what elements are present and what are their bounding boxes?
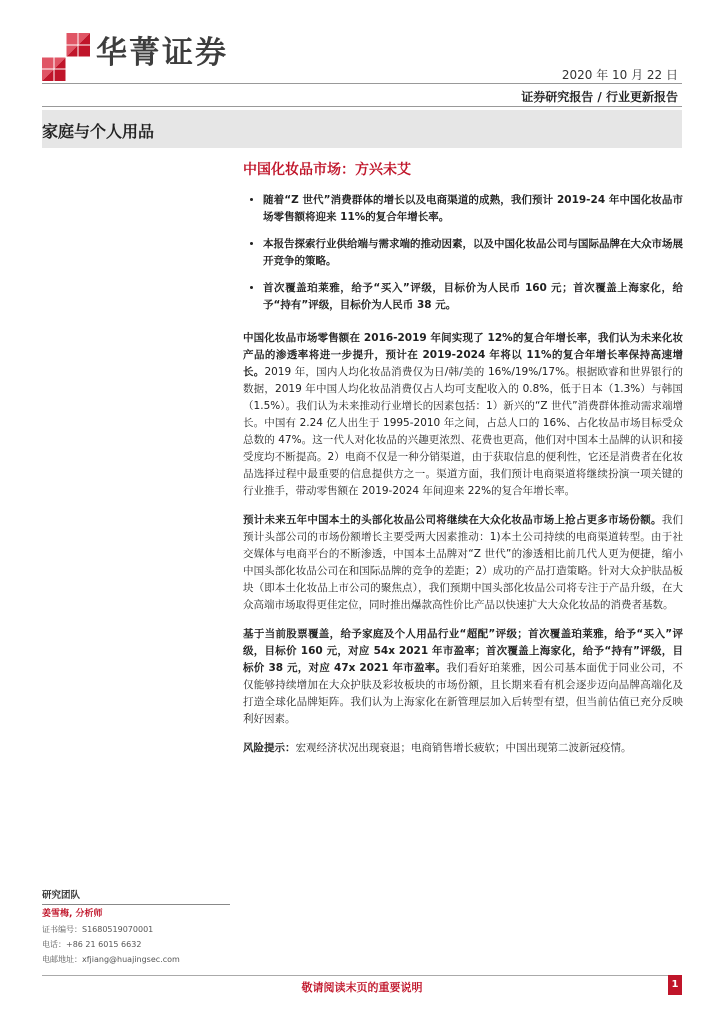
report-date: 2020 年 10 月 22 日 [561,68,678,82]
paragraph-market [243,330,683,500]
risk-label: 风险提示： [243,742,296,754]
key-point: • 随着“Z 世代”消费群体的增长以及电商渠道的成熟，我们预计 2019-24 年中国化妆品市场零售额将迎来 11%的复合年增长率。 [263,192,683,226]
analyst-cert: 证书编号：S1680519070001 [42,925,154,934]
team-divider [42,904,230,905]
sector-banner [42,110,682,148]
footer-divider [42,975,682,976]
paragraph-rating [243,626,683,728]
paragraph-share [243,512,683,614]
header-divider [42,83,682,84]
paragraph-lead: 基于当前股票覆盖，给予家庭及个人用品行业“超配”评级；首次覆盖珀莱雅，给予“买入”评级，目标价 160 元，对应 54x 2021 年市盈率；首次覆盖上海家化，给予“持有”评级，目标价 38 元，对应 47x 2021 年市盈率。 [243,628,683,674]
key-point: • 本报告探索行业供给端与需求端的推动因素，以及中国化妆品公司与国际品牌在大众市场展开竞争的策略。 [263,236,683,270]
paragraph-text: 我们看好珀莱雅，因公司基本面优于同业公司，不仅能够持续增加在大众护肤及彩妆板块的市场份额，且长期来看有机会逐步迈向品牌高端化及打造全球化品牌矩阵。我们认为上海家化在新管理层加入后转型有望，但当前估值已充分反映利好因素。 [243,662,684,725]
risk-warning [243,740,683,757]
report-title: 中国化妆品市场：方兴未艾 [243,162,411,178]
paragraph-lead: 中国化妆品市场零售额在 2016-2019 年间实现了 12%的复合年增长率，我们认为未来化妆产品的渗透率将进一步提升，预计在 2019-2024 年将以 11%的复合年增长率保持高速增长。 [243,332,683,378]
brand-logo-icon [42,33,90,81]
sector-title: 家庭与个人用品 [42,122,155,141]
paragraph-lead: 预计未来五年中国本土的头部化妆品公司将继续在大众化妆品市场上抢占更多市场份额。 [243,514,662,526]
team-label: 研究团队 [42,890,81,901]
key-point: • 首次覆盖珀莱雅，给予“买入”评级，目标价为人民币 160 元；首次覆盖上海家化，给予“持有”评级，目标价为人民币 38 元。 [263,280,683,314]
research-team [42,888,230,967]
key-points-list [243,192,683,314]
analyst-name: 姜雪梅, 分析师 [42,909,103,919]
paragraph-text: 我们预计头部公司的市场份额增长主要受两大因素推动：1)本土公司持续的电商渠道转型。由于社交媒体与电商平台的不断渗透，中国本土品牌对“Z 世代”的渗透相比前几代人更为便捷，缩小中国头部化妆品公司在和国际品牌的竞争的差距；2）成功的产品打造策略。针对大众护肤品板块（即本土化妆品上市公司的聚焦点），我们预期中国头部化妆品公司将专注于产品升级，在大众高端市场取得更佳定位，同时推出爆款高性价比产品以快速扩大大众化妆品的消费者基数。 [243,514,684,611]
report-type: 证券研究报告 / 行业更新报告 [521,90,678,104]
analyst-phone: 电话：+86 21 6015 6632 [42,940,142,949]
page-number: 1 [668,975,682,995]
paragraph-text: 2019 年，国内人均化妆品消费仅为日/韩/美的 16%/19%/17%。根据欧睿和世界银行的数据，2019 年中国人均化妆品消费仅占人均可支配收入的 0.8%，低于日本（1.3%）与韩国（1.5%）。我们认为未来推动行业增长的因素包括：1）新兴的“Z 世代”消费群体推动需求端增长。中国有 2.24 亿人出生于 1995-2010 年之间，占总人口的 16%、占化妆品市场目标受众总数的 47%。这一代人对化妆品的兴趣更浓烈、花费也更高，他们对中国本土品牌的认识和接受度均不断提高。2）电商不仅是一种分销渠道，由于获取信息的便利性，它还是消费者在化妆品选择过程中最重要的信息提供方之一。渠道方面，我们预计电商渠道将继续扮演一项关键的行业推手，带动零售额在 2019-2024 年间迎来 22%的复合年增长率。 [243,366,683,497]
analyst-email[interactable]: 电邮地址：xfjiang@huajingsec.com [42,955,180,964]
brand-name: 华菁证券 [96,35,228,71]
report-body [243,160,683,769]
footer-notice: 敬请阅读末页的重要说明 [301,981,423,994]
header-divider-2 [42,106,682,107]
risk-text: 宏观经济状况出现衰退；电商销售增长疲软；中国出现第二波新冠疫情。 [295,742,632,754]
